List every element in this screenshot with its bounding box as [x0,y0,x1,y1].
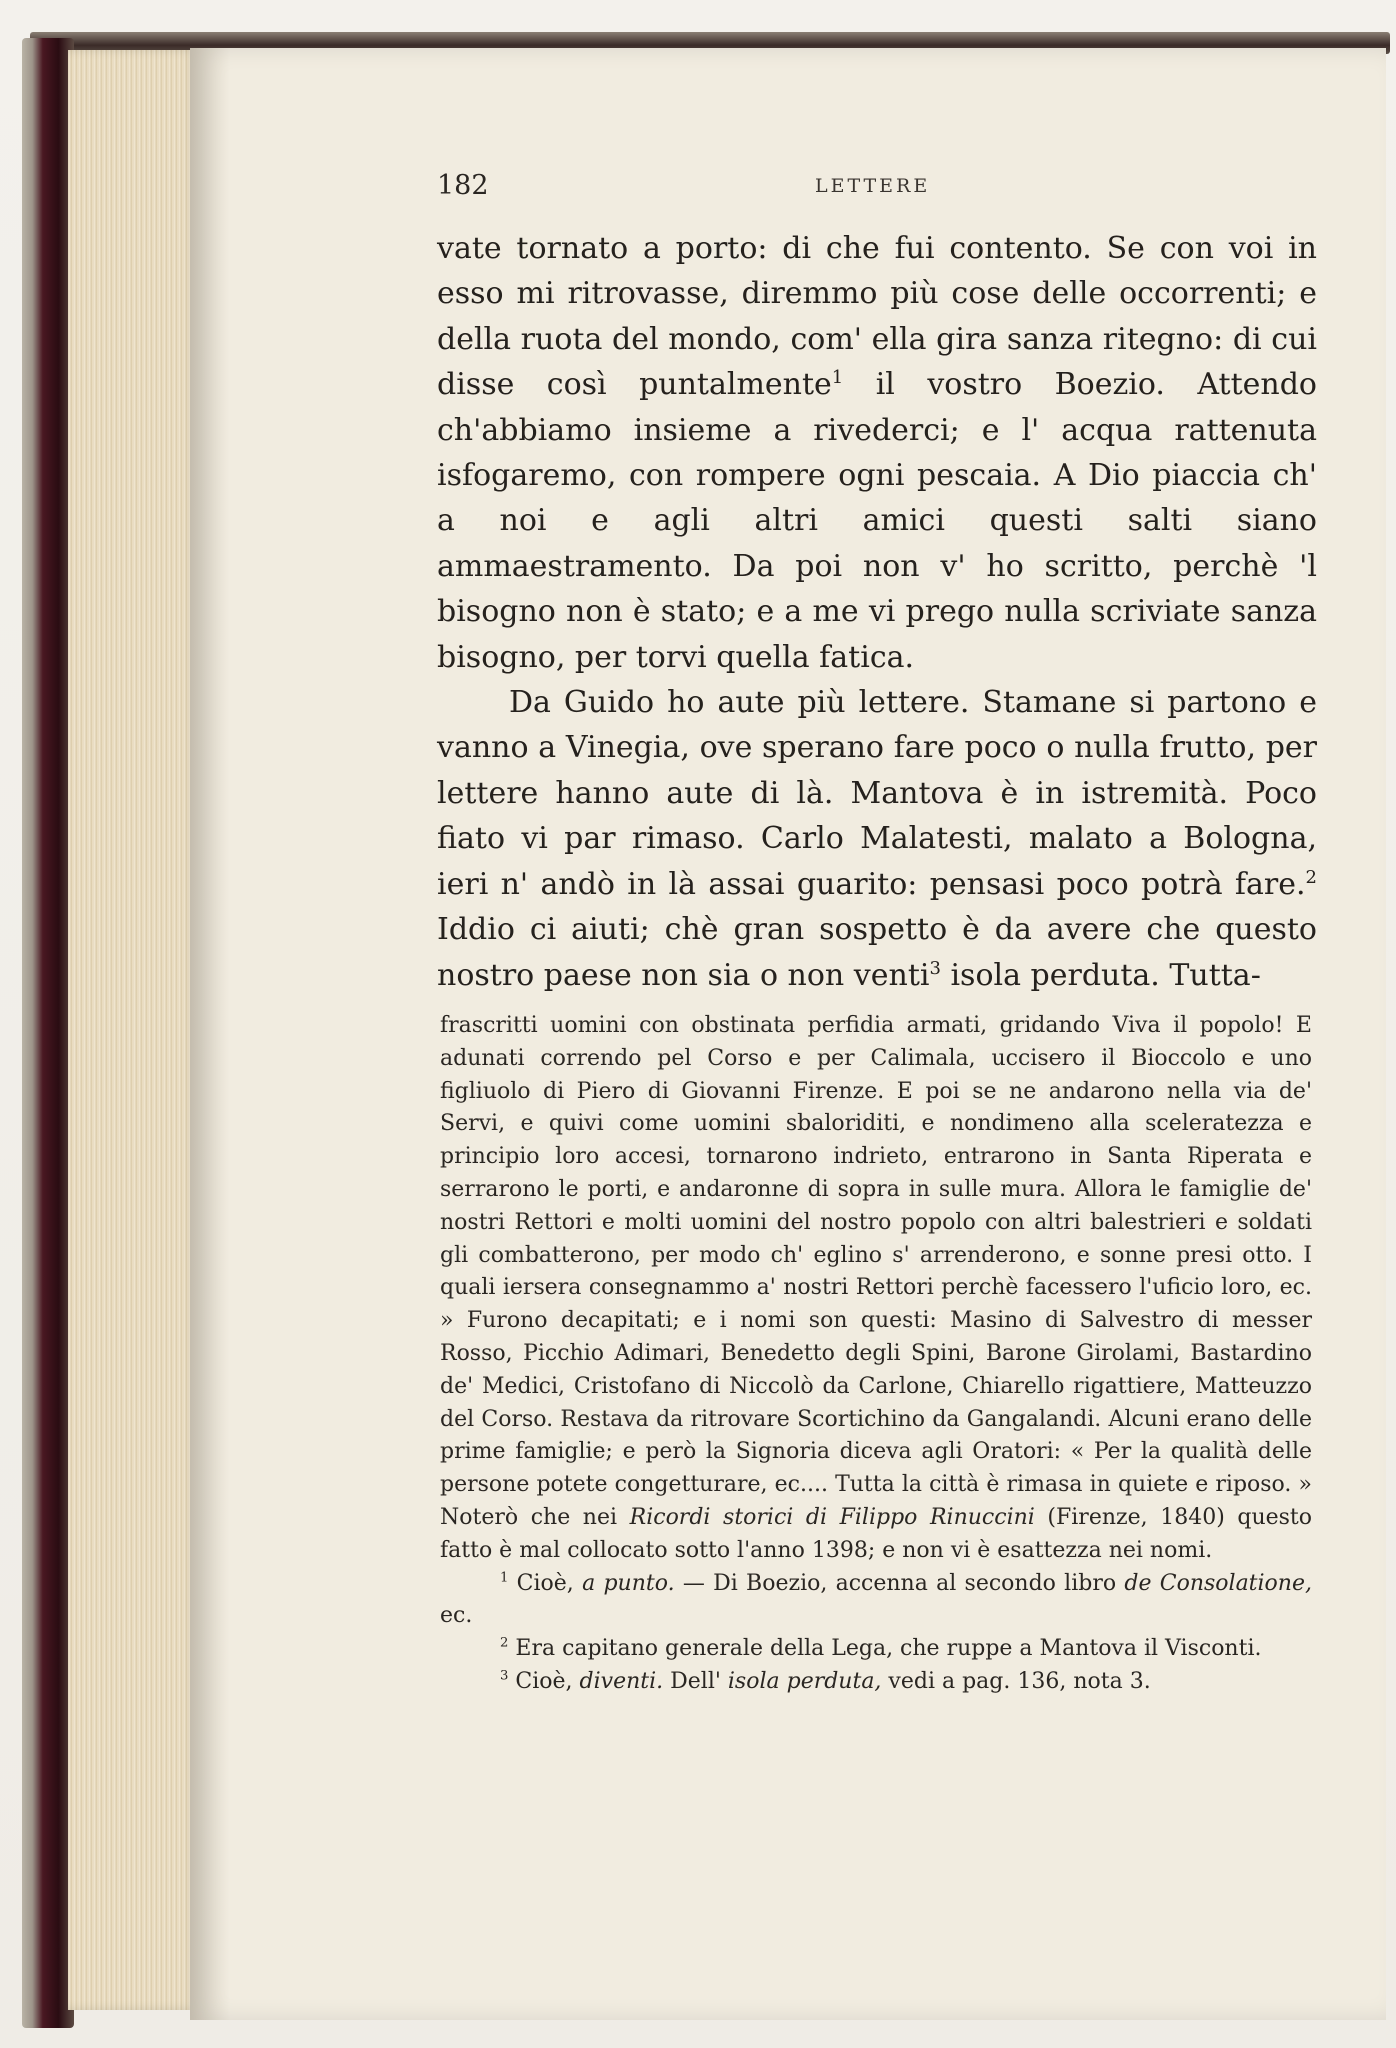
footnote-1: $^1$ Cioè, a punto. — Di Boezio, accenna al secondo libro de Consolatione, ec. [440,1570,1312,1629]
gutter-shadow [190,48,230,2020]
paragraph-2: Da Guido ho aute più lettere. Stamane si partono e vanno a Vinegia, ove sperano fare poco o nulla frutto, per lettere hanno aute di là. Mantova è in istremità. Poco fiato vi par rimaso. Carlo Malatesti, malato a Bologna, ieri n' andò in là assai guarito: pensasi poco potrà fare.$^2$ Iddio ci aiuti; chè gran sospetto è da avere che questo nostro paese non sia o non venti$^3$ isola perduta. Tutta- [437,685,1317,993]
footnote-2: $^2$ Era capitano generale della Lega, che ruppe a Mantova il Visconti. [500,1635,1262,1662]
paragraph-1: vate tornato a porto: di che fui contento. Se con voi in esso mi ritrovasse, diremmo più cose delle occorrenti; e della ruota del mondo, com' ella gira sanza ritegno: di cui disse così puntalmente$^1$ il vostro Boezio. Attendo ch'abbiamo insieme a rivederci; e l' acqua rattenuta isfogaremo, con rompere ogni pescaia. A Dio piaccia ch' a noi e agli altri amici questi salti siano ammaestramento. Da poi non v' ho scritto, perchè 'l bisogno non è stato; e a me vi prego nulla scriviate sanza bisogno, per torvi quella fatica. [437,231,1317,675]
main-text [437,226,1317,998]
footnotes [440,1010,1312,1699]
footnote-continued: frascritti uomini con obstinata perfidia armati, gridando Viva il popolo! E adunati correndo pel Corso e per Calimala, uccisero il Bioccolo e uno figliuolo di Piero di Giovanni Firenze. E poi se ne andarono nella via de' Servi, e quivi come uomini sbaloriditi, e nondimeno alla sceleratezza e principio loro accesi, tornarono indrieto, entrarono in Santa Riperata e serrarono le porti, e andaronne di sopra in sulle mura. Allora le famiglie de' nostri Rettori e molti uomini del nostro popolo con altri balestrieri e soldati gli combatterono, per modo ch' eglino s' arrenderono, e sonne presi otto. I quali iersera consegnammo a' nostri Rettori perchè facessero l'uficio loro, ec. » Furono decapitati; e i nomi son questi: Masino di Salvestro di messer Rosso, Picchio Adimari, Benedetto degli Spini, Barone Girolami, Bastardino de' Medici, Cristofano di Niccolò da Carlone, Chiarello rigattiere, Matteuzzo del Corso. Restava da ritrovare Scortichino da Gangalandi. Alcuni erano delle prime famiglie; e però la Signoria diceva agli Oratori: « Per la qualità delle persone potete congetturare, ec.... Tutta la città è rimasa in quiete e riposo. » Noterò che nei Ricordi storici di Filippo Rinuccini (Firenze, 1840) questo fatto è mal collocato sotto l'anno 1398; e non vi è esattezza nei nomi. [440,1013,1313,1563]
footnote-ref-3: 3 [929,957,941,979]
page-number: 182 [437,170,489,201]
running-title: LETTERE [815,175,931,197]
running-head [437,170,1317,204]
footnote-ref-2: 2 [1305,866,1317,888]
footnote-ref-1: 1 [831,367,844,389]
footnote-3: $^3$ Cioè, diventi. Dell' isola perduta, vedi a pag. 136, nota 3. [500,1668,1151,1694]
page-edges-stack [68,50,198,2010]
book-spine-binding [22,38,74,2028]
